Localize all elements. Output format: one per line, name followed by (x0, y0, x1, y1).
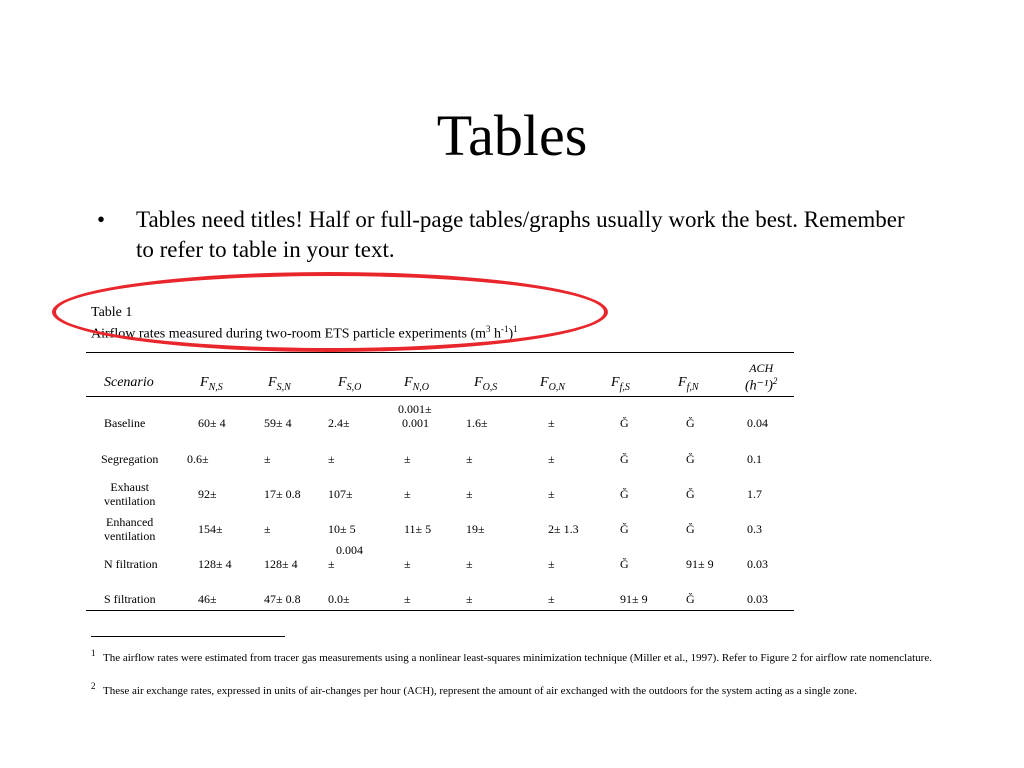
table-cell: Ğ (686, 452, 695, 466)
table-cell: 128± 4 (264, 557, 298, 571)
slide-title: Tables (436, 103, 588, 168)
table-cell: Ğ (620, 557, 629, 571)
table-cell: Ğ (686, 592, 695, 606)
table-cell: 1.6± (466, 416, 488, 430)
header-f-o-s: $F_{O,S}$ (474, 375, 498, 393)
table-cell: ± (264, 452, 271, 466)
table-cell: 2± 1.3 (548, 522, 579, 536)
table-cell: 0.03 (747, 592, 768, 606)
row-label: S filtration (104, 592, 156, 606)
table-cell: ± (548, 557, 555, 571)
table-cell: Ğ (620, 522, 629, 536)
table-cell: 92± (198, 487, 217, 501)
table-cell: ± (264, 522, 271, 536)
table-bottom-rule (86, 610, 794, 611)
table-cell: Ğ (686, 487, 695, 501)
row-label: N filtration (104, 557, 158, 571)
footnote-text: These air exchange rates, expressed in units of air-changes per hour (ACH), represent the amount of air exchanged with the outdoors for the system acting as a single zone. (103, 685, 857, 697)
caption-footnote-ref: 1 (513, 324, 518, 334)
header-f-o-n: $F_{O,N}$ (540, 375, 565, 393)
header-f-f-s: $F_{f,S}$ (611, 375, 630, 393)
table-cell: 59± 4 (264, 416, 292, 430)
table-cell-second-line: 0.004 (336, 543, 363, 557)
table-header-rule (86, 396, 794, 397)
caption-text: Airflow rates measured during two-room ETS particle experiments (m (91, 326, 486, 342)
table-cell-second-line: 0.001 (402, 416, 429, 430)
row-label: Exhaust ventilation (104, 480, 156, 508)
table-cell: 0.3 (747, 522, 762, 536)
table-cell: ± (404, 557, 411, 571)
caption-unit: h (490, 326, 501, 342)
table-cell: ± (548, 416, 555, 430)
table-cell: 0.1 (747, 452, 762, 466)
row-label: Enhanced ventilation (104, 515, 156, 543)
table-cell: ± (404, 487, 411, 501)
header-f-n-s: $F_{N,S}$ (200, 375, 223, 393)
caption-sup: -1 (501, 324, 509, 334)
table-cell: ± (466, 452, 473, 466)
table-cell: Ğ (620, 416, 629, 430)
table-cell: ± (548, 487, 555, 501)
caption-sup: 3 (486, 324, 491, 334)
header-f-s-o: $F_{S,O}$ (338, 375, 362, 393)
red-highlight-ellipse (52, 272, 608, 352)
bullet-text: Tables need titles! Half or full-page tables/graphs usually work the best. Remember to refer to table in your text. (136, 207, 905, 262)
footnote-mark: 2 (91, 681, 96, 691)
table-cell: 1.7 (747, 487, 762, 501)
footnote-rule (91, 636, 285, 637)
table-cell: 19± (466, 522, 485, 536)
table-cell: ± (466, 557, 473, 571)
table-cell: 0.03 (747, 557, 768, 571)
table-cell: 0.0± (328, 592, 350, 606)
table-cell: ± (404, 592, 411, 606)
row-label: Segregation (101, 452, 159, 466)
table-cell: 10± 5 (328, 522, 356, 536)
table-cell: ± (404, 452, 411, 466)
table-cell: 60± 4 (198, 416, 226, 430)
table-cell: 47± 0.8 (264, 592, 301, 606)
table-cell: 17± 0.8 (264, 487, 301, 501)
header-f-f-n: $F_{f,N}$ (678, 375, 699, 393)
header-f-n-o: $F_{N,O}$ (404, 375, 429, 393)
header-scenario: Scenario (104, 375, 154, 390)
table-cell: 0.6± (187, 452, 209, 466)
table-cell: Ğ (686, 522, 695, 536)
table-top-rule (86, 352, 794, 353)
table-cell: 128± 4 (198, 557, 232, 571)
table-cell: 11± 5 (404, 522, 432, 536)
table-cell: 0.001± (398, 402, 432, 416)
footnote-text: The airflow rates were estimated from tracer gas measurements using a nonlinear least-squares minimization technique (Miller et al., 1997). Refer to Figure 2 for airflow rate nomenclature. (103, 652, 932, 664)
table-cell: ± (328, 452, 335, 466)
row-label: Baseline (104, 416, 146, 430)
table-label: Table 1 (91, 305, 133, 320)
table-cell: ± (466, 592, 473, 606)
table-cell: 2.4± (328, 416, 350, 430)
table-cell: ± (548, 452, 555, 466)
table-cell: 154± (198, 522, 223, 536)
table-cell: ± (466, 487, 473, 501)
footnote-mark: 1 (91, 648, 96, 658)
table-cell: ± (548, 592, 555, 606)
table-cell: Ğ (620, 452, 629, 466)
table-cell: ± (328, 557, 335, 571)
caption-close: ) (508, 326, 514, 342)
table-cell: 91± 9 (620, 592, 648, 606)
table-cell: 91± 9 (686, 557, 714, 571)
table-cell: 46± (198, 592, 217, 606)
header-ach: ACH $(h^{-1})^2$ (745, 361, 778, 394)
table-cell: Ğ (620, 487, 629, 501)
header-f-s-n: $F_{S,N}$ (268, 375, 291, 393)
table-cell: Ğ (686, 416, 695, 430)
bullet-marker: • (97, 207, 106, 232)
table-cell: 107± (328, 487, 353, 501)
table-cell: 0.04 (747, 416, 768, 430)
